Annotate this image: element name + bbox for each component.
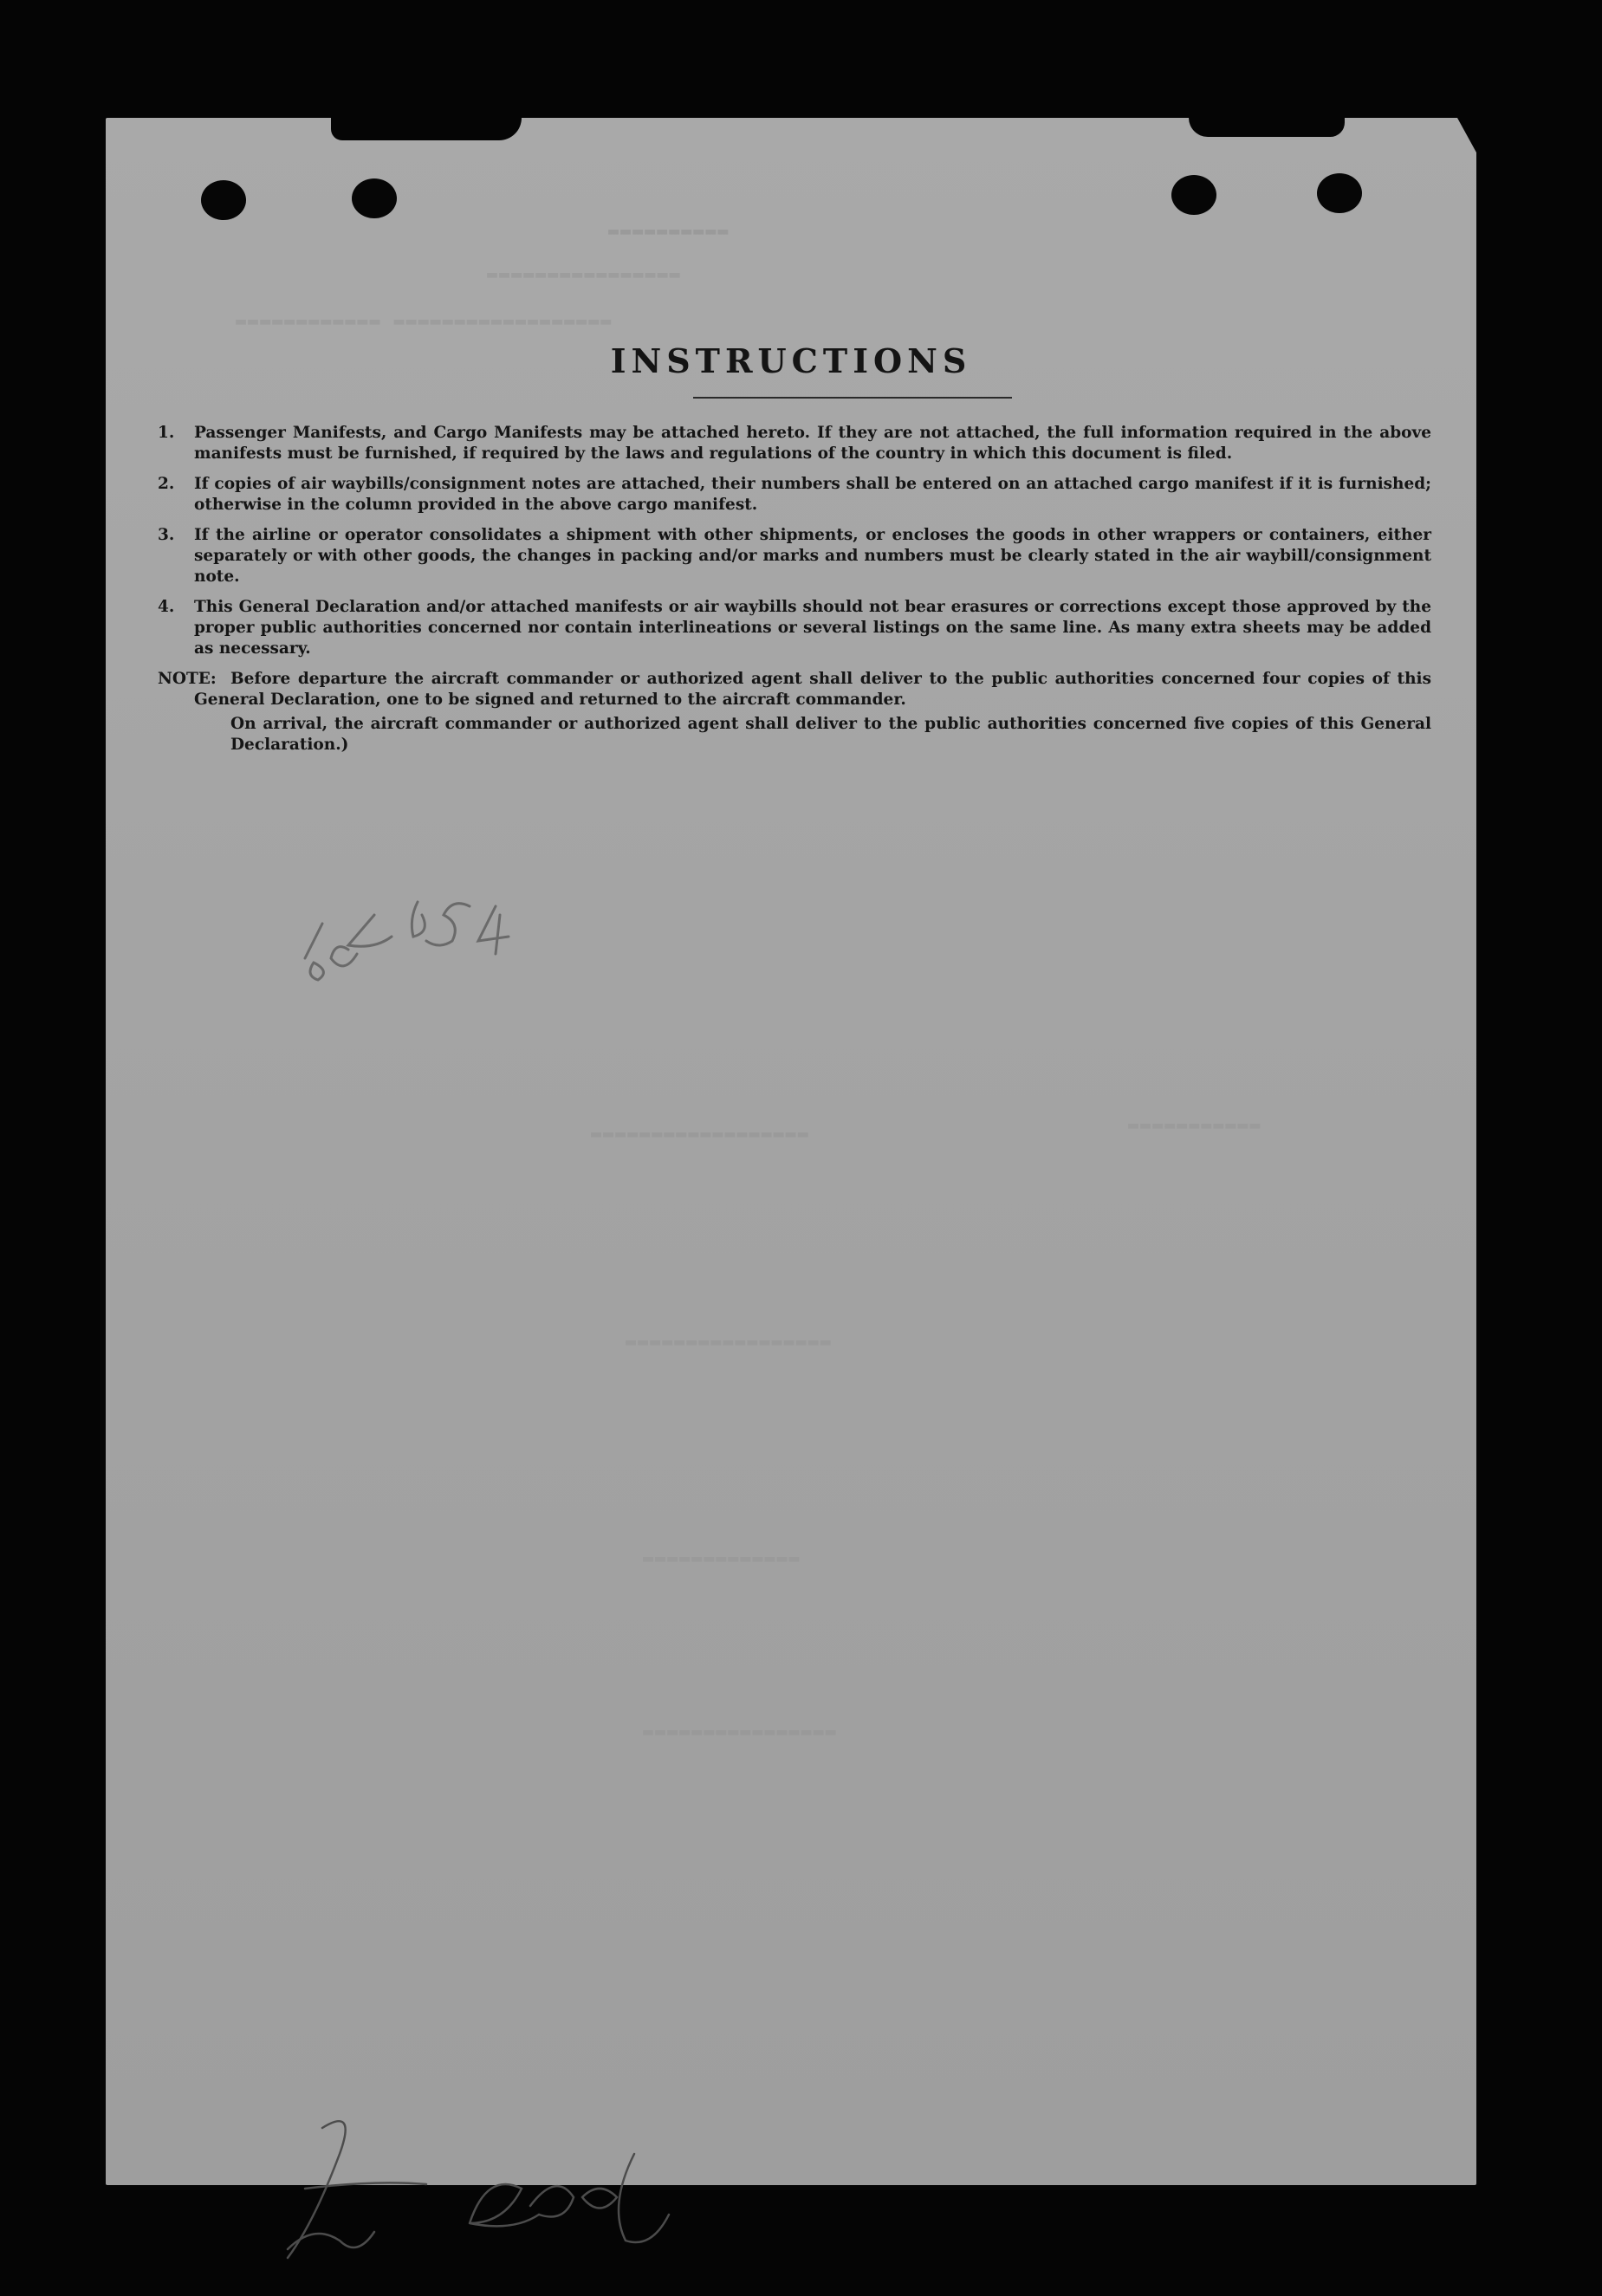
instruction-text: Passenger Manifests, and Cargo Manifests may be attached hereto. If they are not attached, the full information required in the above manifests must be furnished, if required by the laws and regulations of the country in which this document is filed. — [194, 424, 1431, 463]
torn-edge — [331, 118, 522, 140]
instructions-list — [158, 423, 1431, 759]
bleed-through-text: ▬▬▬▬▬▬▬▬▬▬▬▬▬ — [643, 1547, 801, 1568]
bleed-through-text: ▬▬▬▬▬▬▬▬▬▬▬▬▬▬▬▬▬ — [626, 1331, 833, 1352]
instruction-number: 2. — [158, 475, 175, 493]
note-departure: Before departure the aircraft commander or authorized agent shall deliver to the public authorities concerned four copies of this General Declaration, one to be signed and returned to the aircraft commander. — [194, 670, 1431, 709]
instruction-number: 3. — [158, 526, 175, 544]
document-page — [106, 118, 1476, 2185]
bleed-through-text: ▬▬▬▬▬▬▬▬▬▬ — [608, 220, 730, 241]
note-label: NOTE: — [158, 670, 217, 688]
punch-hole — [1317, 173, 1362, 213]
instruction-number: 1. — [158, 424, 175, 442]
instruction-text: If copies of air waybills/consignment notes are attached, their numbers shall be entered on an attached cargo manifest if it is furnished; otherwise in the column provided in the above cargo manifest. — [194, 475, 1431, 514]
page-title: INSTRUCTIONS — [610, 341, 972, 380]
folded-corner — [1457, 118, 1476, 152]
bleed-through-text: ▬▬▬▬▬▬▬▬▬▬▬▬▬▬▬▬▬▬ — [591, 1123, 810, 1144]
note-block — [158, 669, 1431, 759]
bleed-through-text: ▬▬▬▬▬▬▬▬▬▬▬ — [1128, 1114, 1262, 1135]
instruction-number: 4. — [158, 598, 175, 616]
instruction-item — [158, 474, 1431, 516]
note-body — [194, 669, 1431, 759]
punch-hole — [201, 180, 246, 220]
bleed-through-text: ▬▬▬▬▬▬▬▬▬▬▬▬ ▬▬▬▬▬▬▬▬▬▬▬▬▬▬▬▬▬▬ — [236, 310, 613, 331]
punch-hole — [352, 178, 397, 218]
instruction-item — [158, 597, 1431, 659]
note-arrival: On arrival, the aircraft commander or authorized agent shall deliver to the public authorities concerned five copies of this General Declaration.) — [230, 715, 1431, 754]
title-underline — [693, 397, 1012, 399]
instruction-text: This General Declaration and/or attached manifests or air waybills should not bear erasures or corrections except those approved by the proper public authorities concerned nor contain interlineations or several listings on the same line. As many extra sheets may be added as necessary. — [194, 598, 1431, 658]
instruction-item — [158, 525, 1431, 587]
bleed-through-text: ▬▬▬▬▬▬▬▬▬▬▬▬▬▬▬▬ — [487, 263, 682, 284]
instruction-item — [158, 423, 1431, 464]
signature — [270, 2102, 721, 2275]
instruction-text: If the airline or operator consolidates a shipment with other shipments, or encloses the goods in other wrappers or containers, either separately or with other goods, the changes in packing and/or marks and numbers must be clearly stated in the air waybill/consignment note. — [194, 526, 1431, 586]
torn-edge — [1189, 118, 1345, 137]
handwritten-mark — [288, 889, 548, 984]
bleed-through-text: ▬▬▬▬▬▬▬▬▬▬▬▬▬▬▬▬ — [643, 1721, 838, 1741]
punch-hole — [1171, 175, 1216, 215]
